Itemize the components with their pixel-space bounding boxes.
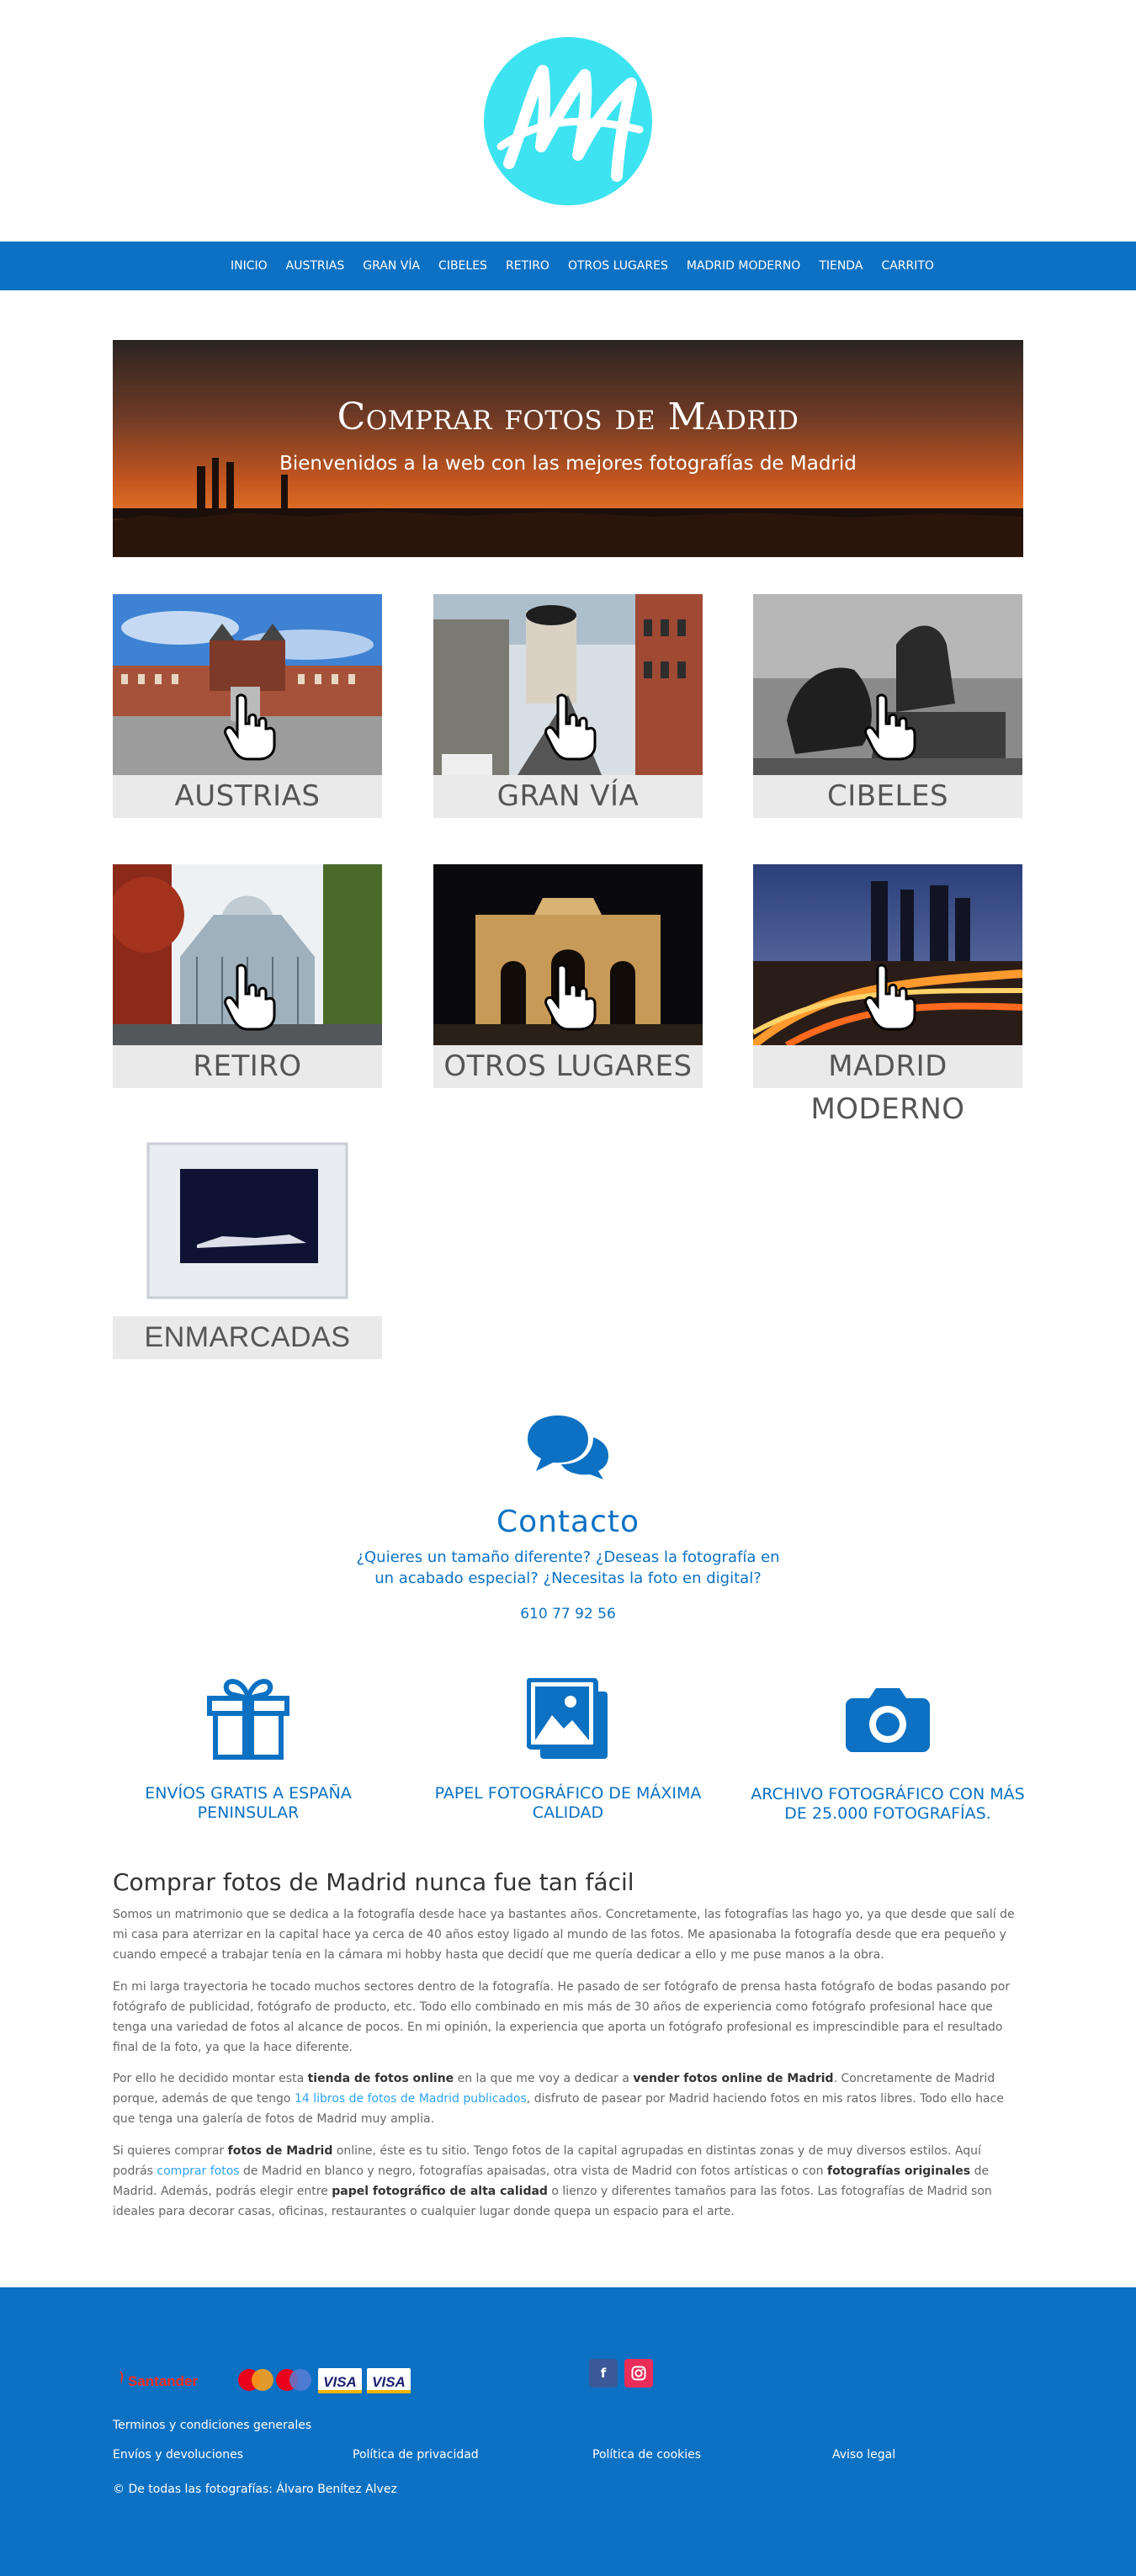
contact-title: Contacto	[496, 1505, 640, 1539]
text-span: , disfruto de pasear por Madrid haciendo fotos en mis ratos libres. Todo ello hace que tenga una galería de fotos de Madrid muy amplia.	[113, 2092, 1004, 2126]
category-tile-gran-via[interactable]	[433, 594, 703, 818]
visa-logo-2	[367, 2368, 411, 2393]
footer-copyright: © De todas las fotografías: Álvaro Benítez Alvez	[113, 2483, 397, 2496]
framed-photo	[113, 1135, 382, 1316]
category-label: AUSTRIAS	[113, 775, 382, 818]
category-tile-austrias[interactable]	[113, 594, 382, 818]
nav-item-cibeles[interactable]: CIBELES	[438, 259, 487, 273]
gift-icon	[207, 1678, 289, 1761]
about-paragraph-3	[113, 2069, 1023, 2129]
visa-logo-1	[318, 2368, 362, 2393]
about-title: Comprar fotos de Madrid nunca fue tan fácil	[113, 1868, 634, 1896]
footer-link-privacy[interactable]: Política de privacidad	[353, 2448, 479, 2462]
camera-icon	[846, 1686, 930, 1752]
chat-bubbles-icon	[526, 1412, 610, 1479]
text-span: . Concretamente de Madrid porque, además de que tengo	[113, 2072, 995, 2106]
category-tile-otros-lugares[interactable]	[433, 864, 703, 1088]
libros-link[interactable]: 14 libros de fotos de Madrid publicados	[294, 2092, 527, 2106]
nav-item-austrias[interactable]: AUSTRIAS	[285, 259, 345, 273]
category-tile-cibeles[interactable]	[753, 594, 1022, 818]
nav-item-madrid-moderno[interactable]: MADRID MODERNO	[686, 259, 801, 273]
hand-cursor-icon	[543, 964, 597, 1031]
photos-icon	[527, 1678, 609, 1761]
contact-phone[interactable]: 610 77 92 56	[520, 1606, 616, 1623]
main-nav	[0, 242, 1136, 290]
category-tile-retiro[interactable]	[113, 864, 382, 1088]
footer-link-cookies[interactable]: Política de cookies	[592, 2448, 702, 2462]
footer-link-legal[interactable]: Aviso legal	[832, 2448, 896, 2462]
about-paragraph-4	[113, 2141, 1023, 2222]
contact-question: ¿Quieres un tamaño diferente? ¿Deseas la fotografía en un acabado especial? ¿Necesitas la foto en digital?	[356, 1548, 780, 1587]
facebook-icon[interactable]: f	[589, 2359, 618, 2387]
text-span: Si quieres comprar	[113, 2144, 228, 2158]
hand-cursor-icon	[863, 964, 916, 1031]
bold-span: tienda de fotos online	[307, 2072, 454, 2085]
payment-methods-logos	[113, 2363, 416, 2397]
hero-subtitle: Bienvenidos a la web con las mejores fotografías de Madrid	[279, 453, 857, 475]
about-paragraph-1: Somos un matrimonio que se dedica a la fotografía desde hace ya bastantes años. Concretamente, las fotografías las hago yo, ya que desde que salí de mi casa para aterrizar en la capital hace ya cerca de 40 años estoy ligado al mundo de las fotos. Me apasionaba la fotografía desde que era pequeño y cuando empecé a trabajar tenía en la cámara mi hobby hasta que decidí que me quería dedicar a ello y me puse manos a la obra.	[113, 1908, 1015, 1962]
bold-span: fotos de Madrid	[227, 2144, 333, 2158]
nav-item-carrito[interactable]: CARRITO	[881, 259, 934, 273]
hero-skyline-image	[113, 340, 1023, 557]
feature-paper-text: PAPEL FOTOGRÁFICO DE MÁXIMA CALIDAD	[434, 1784, 702, 1822]
category-label: OTROS LUGARES	[433, 1045, 703, 1088]
text-span: de Madrid. Además, podrás elegir entre	[113, 2164, 990, 2198]
instagram-glyph	[631, 2366, 646, 2381]
bold-span: papel fotográfico de alta calidad	[332, 2185, 548, 2198]
category-tile-enmarcadas[interactable]	[113, 1135, 382, 1359]
hand-cursor-icon	[222, 964, 276, 1031]
bold-span: vender fotos online de Madrid	[633, 2072, 834, 2085]
feature-shipping-text: ENVÍOS GRATIS A ESPAÑA PENINSULAR	[145, 1784, 352, 1822]
site-header	[0, 0, 1136, 242]
santander-wordmark: Santander	[128, 2373, 199, 2389]
comprar-fotos-link[interactable]: comprar fotos	[157, 2164, 240, 2178]
visa-wordmark-1: VISA	[323, 2374, 357, 2390]
nav-item-retiro[interactable]: RETIRO	[505, 259, 549, 273]
nav-item-otros-lugares[interactable]: OTROS LUGARES	[567, 259, 668, 273]
category-label: MADRID MODERNO	[753, 1045, 1022, 1088]
social-links	[589, 2359, 653, 2387]
text-span: en la que me voy a dedicar a	[454, 2072, 634, 2085]
instagram-icon[interactable]	[624, 2359, 653, 2387]
text-span: o lienzo y diferentes tamaños para las fotos. Las fotografías de Madrid son ideales para decorar casas, oficinas, restaurantes o cualquier lugar donde quepa un espacio para el arte.	[113, 2185, 992, 2218]
nav-item-gran-via[interactable]: GRAN VÍA	[363, 259, 421, 273]
mastercard-logo-2	[276, 2369, 311, 2391]
category-label: CIBELES	[753, 775, 1022, 818]
hand-cursor-icon	[222, 693, 276, 761]
bold-span: fotografías originales	[827, 2164, 971, 2178]
category-tile-madrid-moderno[interactable]	[753, 864, 1022, 1126]
site-logo[interactable]	[484, 37, 652, 205]
hero-banner	[113, 340, 1023, 557]
feature-archive-text: ARCHIVO FOTOGRÁFICO CON MÁS DE 25.000 FOTOGRAFÍAS.	[751, 1785, 1025, 1823]
footer-link-shipping[interactable]: Envíos y devoluciones	[113, 2448, 243, 2462]
nav-item-inicio[interactable]: INICIO	[231, 259, 268, 273]
site-footer	[0, 2287, 1136, 2576]
text-span: Por ello he decidido montar esta	[113, 2072, 308, 2085]
hero-title: Comprar fotos de Madrid	[337, 396, 799, 438]
visa-wordmark-2: VISA	[372, 2374, 406, 2390]
mastercard-logo-1	[238, 2369, 273, 2391]
category-label: RETIRO	[113, 1045, 382, 1088]
text-span: de Madrid en blanco y negro, fotografías apaisadas, otra vista de Madrid con fotos artísticas o con	[239, 2164, 827, 2178]
hand-cursor-icon	[543, 693, 597, 761]
text-span: online, éste es tu sitio. Tengo fotos de la capital agrupadas en distintas zonas y de muy diversos estilos. Aquí podrás	[113, 2144, 981, 2178]
category-label: ENMARCADAS	[113, 1316, 382, 1359]
santander-logo	[119, 2372, 199, 2389]
nav-item-tienda[interactable]: TIENDA	[819, 259, 863, 273]
footer-link-terms[interactable]: Terminos y condiciones generales	[113, 2419, 312, 2432]
category-label: GRAN VÍA	[433, 775, 703, 818]
about-paragraph-2: En mi larga trayectoria he tocado muchos sectores dentro de la fotografía. He pasado de ser fotógrafo de prensa hasta fotógrafo de bodas pasando por fotógrafo de publicidad, fotógrafo de producto, etc. Todo ello combinado en mis más de 30 años de experiencia como fotógrafo profesional hace que tenga una variedad de fotos al alcance de pocos. En mi opinión, la experiencia que aporta un fotógrafo profesional es imprescindible para el resultado final de la foto, ya que la hace diferente.	[113, 1980, 1011, 2054]
hand-cursor-icon	[863, 693, 916, 761]
